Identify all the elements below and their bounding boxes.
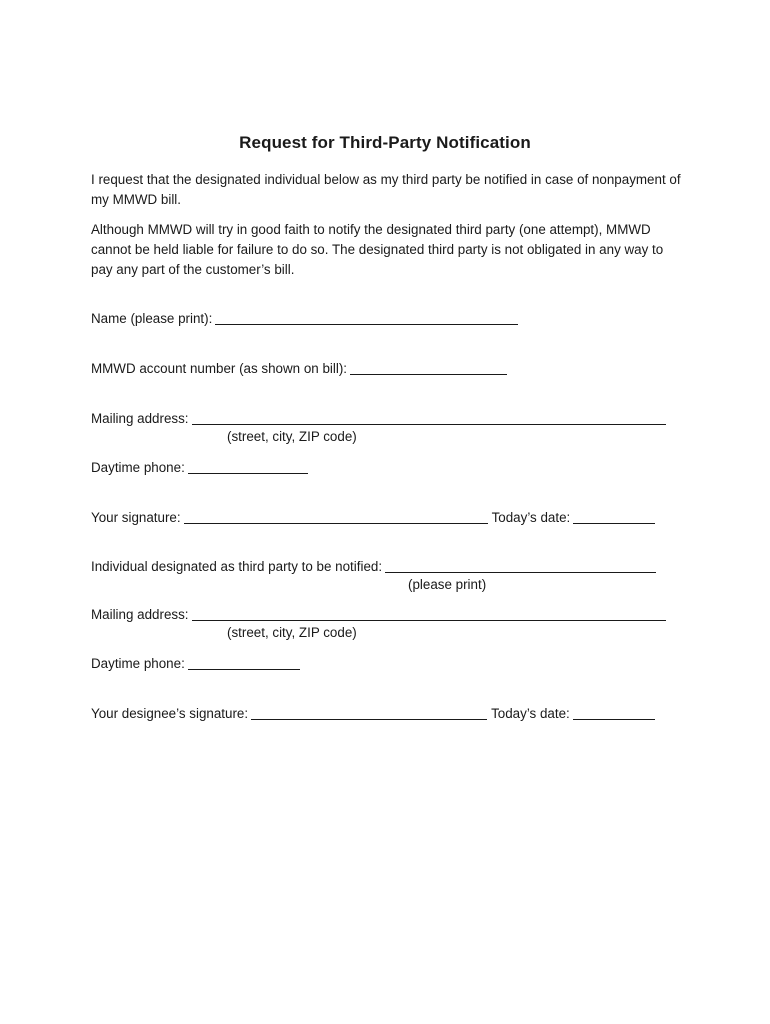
designee-date-label: Today’s date:: [491, 706, 570, 721]
designee-date-field[interactable]: [573, 705, 655, 720]
signature-label: Your signature:: [91, 510, 181, 525]
designee-mailing-address-field[interactable]: [192, 606, 666, 621]
designee-daytime-phone-field[interactable]: [188, 655, 300, 670]
name-field[interactable]: [215, 310, 518, 325]
mailing-address-field[interactable]: [192, 410, 666, 425]
daytime-phone-row: [91, 457, 308, 477]
daytime-phone-label: Daytime phone:: [91, 460, 185, 475]
todays-date-field[interactable]: [573, 509, 655, 524]
name-row: [91, 308, 518, 328]
account-number-field[interactable]: [350, 360, 507, 375]
account-label: MMWD account number (as shown on bill):: [91, 361, 347, 376]
liability-paragraph: Although MMWD will try in good faith to notify the designated third party (one attempt), MMWD cannot be held liable for failure to do so. The designated third party is not obligated in any way to pay any part of the customer’s bill.: [91, 222, 664, 277]
designee-mailing-address-hint: (street, city, ZIP code): [227, 625, 357, 640]
request-paragraph: I request that the designated individual below as my third party be notified in case of nonpayment of my MMWD bill.: [91, 172, 681, 207]
designee-signature-row: [91, 703, 655, 723]
designee-row: [91, 556, 656, 576]
designee-hint: (please print): [408, 577, 487, 592]
daytime-phone-field[interactable]: [188, 459, 308, 474]
designee-signature-field[interactable]: [251, 705, 487, 720]
signature-row: [91, 507, 655, 527]
designee-name-field[interactable]: [385, 558, 656, 573]
designee-mailing-address-row: [91, 604, 666, 624]
mailing-address-row: [91, 408, 666, 428]
designee-mailing-address-label: Mailing address:: [91, 607, 189, 622]
designee-signature-label: Your designee’s signature:: [91, 706, 249, 721]
form-title: Request for Third-Party Notification: [239, 133, 531, 152]
name-label: Name (please print):: [91, 311, 213, 326]
designee-label: Individual designated as third party to be notified:: [91, 559, 383, 574]
todays-date-label: Today’s date:: [491, 510, 571, 525]
mailing-address-label: Mailing address:: [91, 411, 189, 426]
mailing-address-hint: (street, city, ZIP code): [227, 429, 357, 444]
designee-daytime-phone-row: [91, 653, 300, 673]
signature-field[interactable]: [184, 509, 488, 524]
designee-daytime-phone-label: Daytime phone:: [91, 656, 185, 671]
account-row: [91, 358, 507, 378]
